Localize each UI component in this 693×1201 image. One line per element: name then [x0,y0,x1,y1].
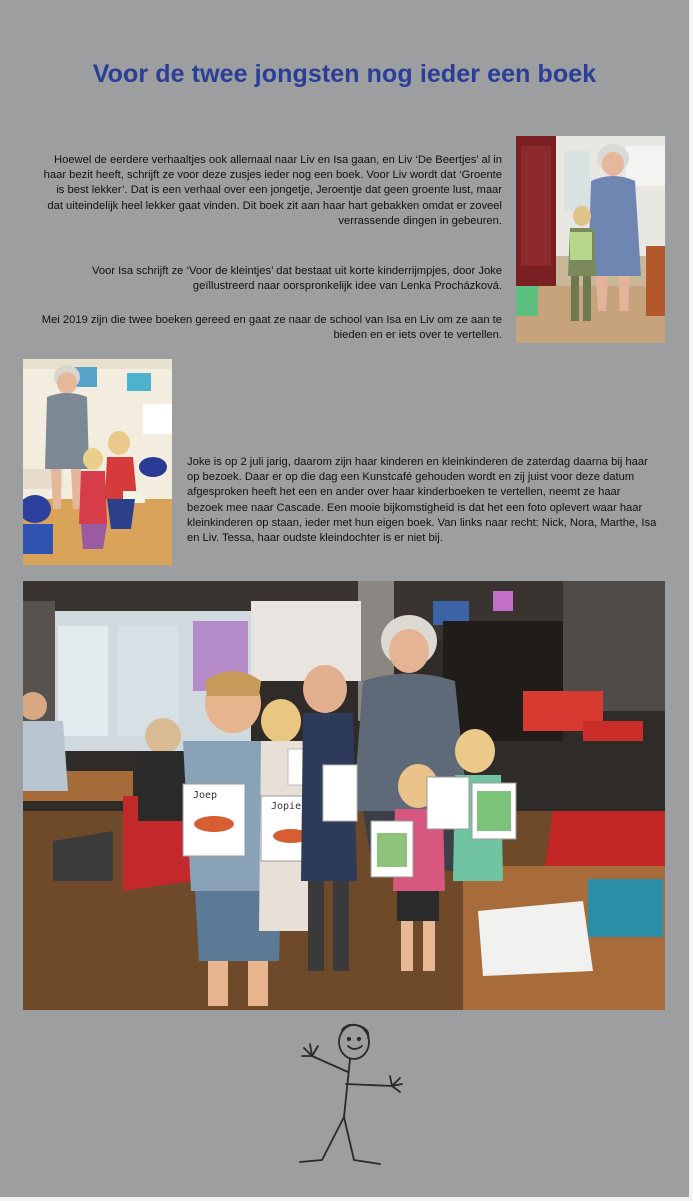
paragraph-birthday-visit: Joke is op 2 juli jarig, daarom zijn haar kinderen en kleinkinderen de zaterdag daarna bij haar op bezoek. Daar er op die dag een Kunstcafé gehouden wordt en zij juist voor deze datum afgesproken heeft het een en ander over haar kinderboeken te vertellen, neemt ze haar bezoek mee naar Cascade. Een mooie bijkomstigheid is dat het een foto oplevert waar haar kleinkinderen op staan, ieder met hun eigen boek. Van links naar recht: Nick, Nora, Marthe, Isa en Liv. Tessa, haar oudste kleindochter is er niet bij. [187,456,657,545]
book-cover-title-joep: Joep [193,790,218,801]
page-edge-right [689,0,693,1201]
paragraph-isa-book: Voor Isa schrijft ze ‘Voor de kleintjes’ dat bestaat uit korte kinderrijmpjes, door Joke geïllustreerd naar oorspronkelijk idee van Lenka Procházková. [92,265,502,293]
page-title: Voor de twee jongsten nog ieder een boek [92,60,597,88]
page-edge-bottom [0,1197,693,1201]
photo-grandchildren-with-books [23,581,665,1010]
book-cover-title-jopie: Jopie [271,801,302,812]
photo-school-visit [23,359,172,565]
stick-figure-illustration [282,1022,412,1170]
paragraph-intro: Hoewel de eerdere verhaaltjes ook allemaal naar Liv en Isa gaan, en Liv ‘De Beertjes’ al in haar bezit heeft, schrijft ze voor deze zusjes ieder nog een boek. Voor Liv wordt dat ‘Groente is best lekker’. Dat is een verhaal over een jongetje, Jeroentje dat geen groente lust, maar dat uiteindelijk heel lekker gaat vinden. Dit boek zit aan haar hart gebakken omdat er zoveel verrassende dingen in gebeuren. [43,154,502,227]
photo-grandmother-with-liv [516,136,665,343]
paragraph-school-visit: Mei 2019 zijn die twee boeken gereed en gaat ze naar de school van Isa en Liv om ze aan te bieden en er iets over te vertellen. [41,314,502,342]
